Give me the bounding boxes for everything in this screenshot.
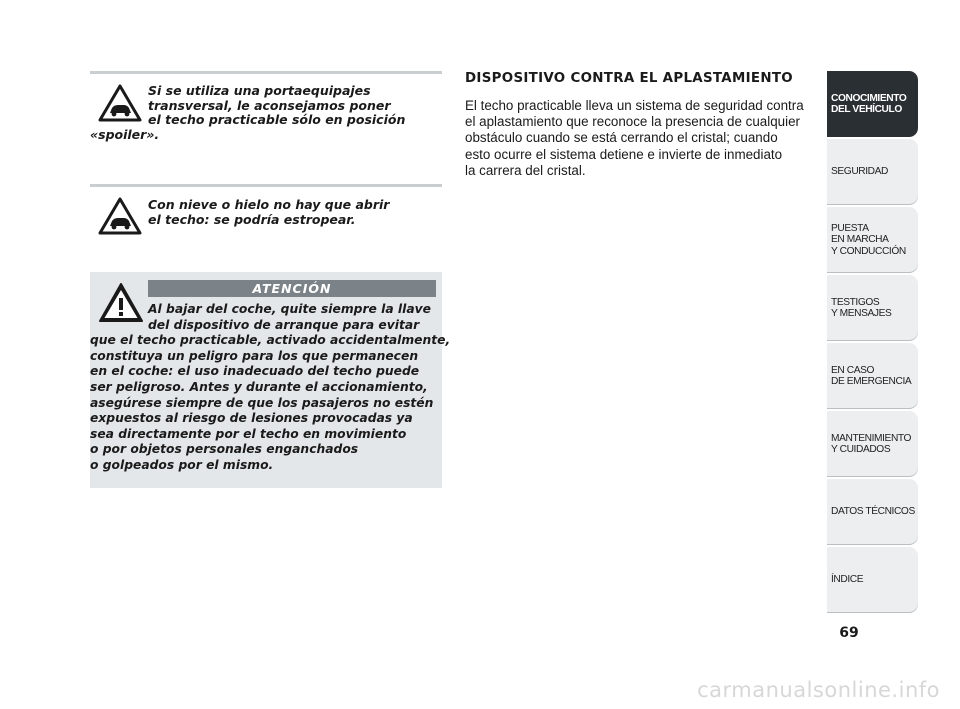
warning-text: Al bajar del coche, quite siempre la llave del dispositivo de arranque para evitar que el techo practicable, activado accidentalmente, constituya un peligro para los que permanecen en el coche: el uso inadecuado del techo puede ser peligroso. Antes y durante el accionamiento, asegúrese siempre de que los pasajeros no estén expuestos al riesgo de lesiones provocadas ya sea directamente por el techo en movimiento o por objetos personales enganchados o golpeados por el mismo. xyxy=(90,302,451,472)
warning-banner: ATENCIÓN xyxy=(148,280,436,297)
tab-en-caso-de-emergencia[interactable]: EN CASO DE EMERGENCIA xyxy=(827,343,918,409)
tab-puesta-en-marcha[interactable]: PUESTA EN MARCHA Y CONDUCCIÓN xyxy=(827,207,918,273)
warning-box xyxy=(90,272,451,488)
car-warning-icon xyxy=(98,197,142,237)
tab-conocimiento-del-vehiculo[interactable]: CONOCIMIENTO DEL VEHÍCULO xyxy=(827,71,918,137)
watermark: carmanualsonline.info xyxy=(697,678,940,702)
tab-indice[interactable]: ÍNDICE xyxy=(827,547,918,613)
car-warning-icon xyxy=(98,84,142,124)
tab-testigos-y-mensajes[interactable]: TESTIGOS Y MENSAJES xyxy=(827,275,918,341)
note-text: Si se utiliza una portaequipajes transversal, le aconsejamos poner el techo practicable sólo en posición «spoiler». xyxy=(90,83,406,142)
note-roof-rack xyxy=(90,71,442,184)
note-text: Con nieve o hielo no hay que abrir el techo: se podría estropear. xyxy=(148,197,390,227)
note-snow-ice xyxy=(90,184,442,247)
section-body: El techo practicable lleva un sistema de seguridad contra el aplastamiento que reconoce la presencia de cualquier obstáculo cuando se está cerrando el cristal; cuando esto ocurre el sistema detiene e invierte de inmediato la carrera del cristal. xyxy=(465,98,804,178)
page-number: 69 xyxy=(839,625,859,641)
tab-datos-tecnicos[interactable]: DATOS TÉCNICOS xyxy=(827,479,918,545)
tab-seguridad[interactable]: SEGURIDAD xyxy=(827,139,918,205)
tab-mantenimiento-y-cuidados[interactable]: MANTENIMIENTO Y CUIDADOS xyxy=(827,411,918,477)
section-title: DISPOSITIVO CONTRA EL APLASTAMIENTO xyxy=(465,71,793,86)
